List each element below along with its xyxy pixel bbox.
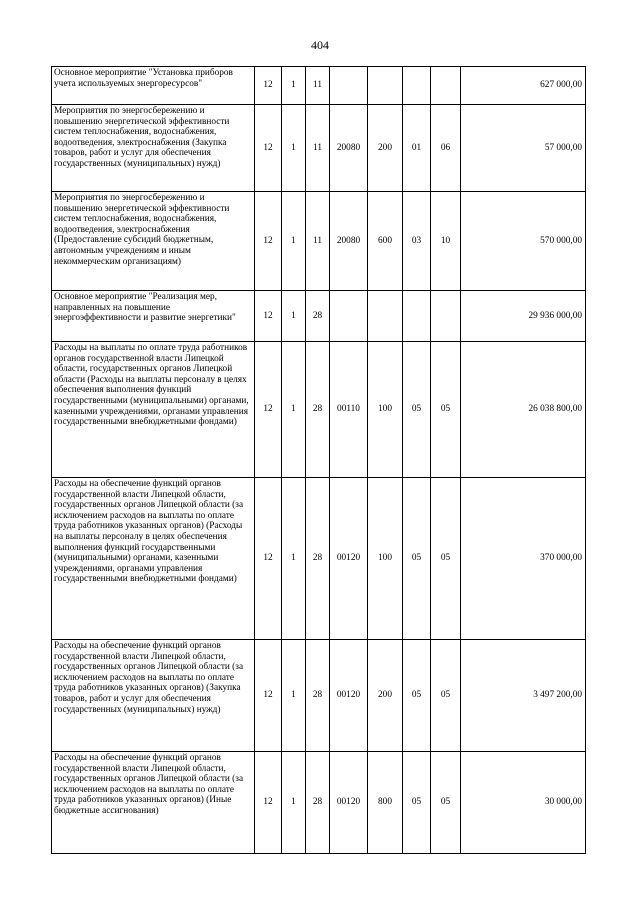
row-description: Мероприятия по энергосбережению и повышению энергетической эффективности систем теплоснабжения, водоснабжения, водоотведения, электроснабжения (Предоставление субсидий бюджетным, автономным учреждениям и иным некоммерческим организациям) xyxy=(52,192,255,291)
cell-amount: 57 000,00 xyxy=(461,105,586,192)
cell-amount: 370 000,00 xyxy=(461,478,586,640)
cell-code-4: 00120 xyxy=(330,640,368,752)
cell-code-4 xyxy=(330,67,368,105)
cell-code-3: 28 xyxy=(306,752,330,854)
cell-code-5: 600 xyxy=(368,192,403,291)
cell-code-7: 06 xyxy=(431,105,461,192)
cell-code-3: 28 xyxy=(306,342,330,478)
cell-code-6: 05 xyxy=(403,342,431,478)
cell-code-5: 800 xyxy=(368,752,403,854)
cell-code-4 xyxy=(330,291,368,342)
cell-code-1: 12 xyxy=(255,192,282,291)
cell-amount: 26 038 800,00 xyxy=(461,342,586,478)
table-row xyxy=(52,192,586,291)
row-description: Расходы на обеспечение функций органов государственной власти Липецкой области, государственных органов Липецкой области (за исключением расходов на выплаты по оплате труда работников указанных органов) (Закупка товаров, работ и услуг для обеспечения государственных (муниципальных) нужд) xyxy=(52,640,255,752)
table-row xyxy=(52,342,586,478)
cell-amount: 3 497 200,00 xyxy=(461,640,586,752)
cell-code-6: 05 xyxy=(403,752,431,854)
cell-code-6 xyxy=(403,291,431,342)
cell-amount: 570 000,00 xyxy=(461,192,586,291)
cell-code-7 xyxy=(431,67,461,105)
row-description: Основное мероприятие "Реализация мер, направленных на повышение энергоэффективности и развитие энергетики" xyxy=(52,291,255,342)
cell-code-2: 1 xyxy=(282,192,306,291)
cell-code-6: 05 xyxy=(403,478,431,640)
cell-code-3: 28 xyxy=(306,640,330,752)
table-row xyxy=(52,478,586,640)
cell-code-2: 1 xyxy=(282,478,306,640)
cell-code-2: 1 xyxy=(282,105,306,192)
cell-code-5: 200 xyxy=(368,640,403,752)
page-number: 404 xyxy=(311,38,329,52)
cell-code-2: 1 xyxy=(282,342,306,478)
cell-code-7: 05 xyxy=(431,478,461,640)
table-row xyxy=(52,67,586,105)
cell-code-1: 12 xyxy=(255,105,282,192)
cell-code-5: 100 xyxy=(368,478,403,640)
row-description: Основное мероприятие "Установка приборов учета используемых энергоресурсов" xyxy=(52,67,255,105)
table-row xyxy=(52,640,586,752)
row-description: Расходы на выплаты по оплате труда работников органов государственной власти Липецкой области, государственных органов Липецкой области (Расходы на выплаты персоналу в целях обеспечения выполнения функций государственными (муниципальными) органами, казенными учреждениями, органами управления государственными внебюджетными фондами) xyxy=(52,342,255,478)
cell-code-6: 03 xyxy=(403,192,431,291)
cell-code-3: 11 xyxy=(306,67,330,105)
budget-table xyxy=(51,66,586,854)
cell-code-5: 200 xyxy=(368,105,403,192)
cell-code-7 xyxy=(431,291,461,342)
cell-code-1: 12 xyxy=(255,752,282,854)
cell-amount: 30 000,00 xyxy=(461,752,586,854)
cell-code-2: 1 xyxy=(282,291,306,342)
cell-code-5 xyxy=(368,291,403,342)
cell-code-4: 20080 xyxy=(330,105,368,192)
cell-code-6 xyxy=(403,67,431,105)
cell-code-7: 05 xyxy=(431,752,461,854)
cell-code-6: 05 xyxy=(403,640,431,752)
cell-code-4: 00120 xyxy=(330,752,368,854)
cell-code-1: 12 xyxy=(255,291,282,342)
cell-code-4: 00110 xyxy=(330,342,368,478)
cell-code-1: 12 xyxy=(255,640,282,752)
cell-code-7: 05 xyxy=(431,342,461,478)
cell-code-4: 00120 xyxy=(330,478,368,640)
cell-code-3: 11 xyxy=(306,192,330,291)
cell-code-1: 12 xyxy=(255,342,282,478)
cell-code-5: 100 xyxy=(368,342,403,478)
row-description: Мероприятия по энергосбережению и повышению энергетической эффективности систем теплоснабжения, водоснабжения, водоотведения, электроснабжения (Закупка товаров, работ и услуг для обеспечения государственных (муниципальных) нужд) xyxy=(52,105,255,192)
cell-code-2: 1 xyxy=(282,640,306,752)
row-description: Расходы на обеспечение функций органов государственной власти Липецкой области, государственных органов Липецкой области (за исключением расходов на выплаты по оплате труда работников указанных органов) (Иные бюджетные ассигнования) xyxy=(52,752,255,854)
cell-amount: 627 000,00 xyxy=(461,67,586,105)
cell-code-3: 28 xyxy=(306,291,330,342)
cell-amount: 29 936 000,00 xyxy=(461,291,586,342)
row-description: Расходы на обеспечение функций органов государственной власти Липецкой области, государственных органов Липецкой области (за исключением расходов на выплаты по оплате труда работников указанных органов) (Расходы на выплаты персоналу в целях обеспечения выполнения функций государственными (муниципальными) органами, казенными учреждениями, органами управления государственными внебюджетными фондами) xyxy=(52,478,255,640)
table-row xyxy=(52,752,586,854)
cell-code-2: 1 xyxy=(282,752,306,854)
cell-code-6: 01 xyxy=(403,105,431,192)
table-row xyxy=(52,291,586,342)
cell-code-7: 05 xyxy=(431,640,461,752)
cell-code-7: 10 xyxy=(431,192,461,291)
cell-code-3: 11 xyxy=(306,105,330,192)
cell-code-5 xyxy=(368,67,403,105)
cell-code-2: 1 xyxy=(282,67,306,105)
cell-code-1: 12 xyxy=(255,67,282,105)
cell-code-1: 12 xyxy=(255,478,282,640)
cell-code-3: 28 xyxy=(306,478,330,640)
table-row xyxy=(52,105,586,192)
cell-code-4: 20080 xyxy=(330,192,368,291)
